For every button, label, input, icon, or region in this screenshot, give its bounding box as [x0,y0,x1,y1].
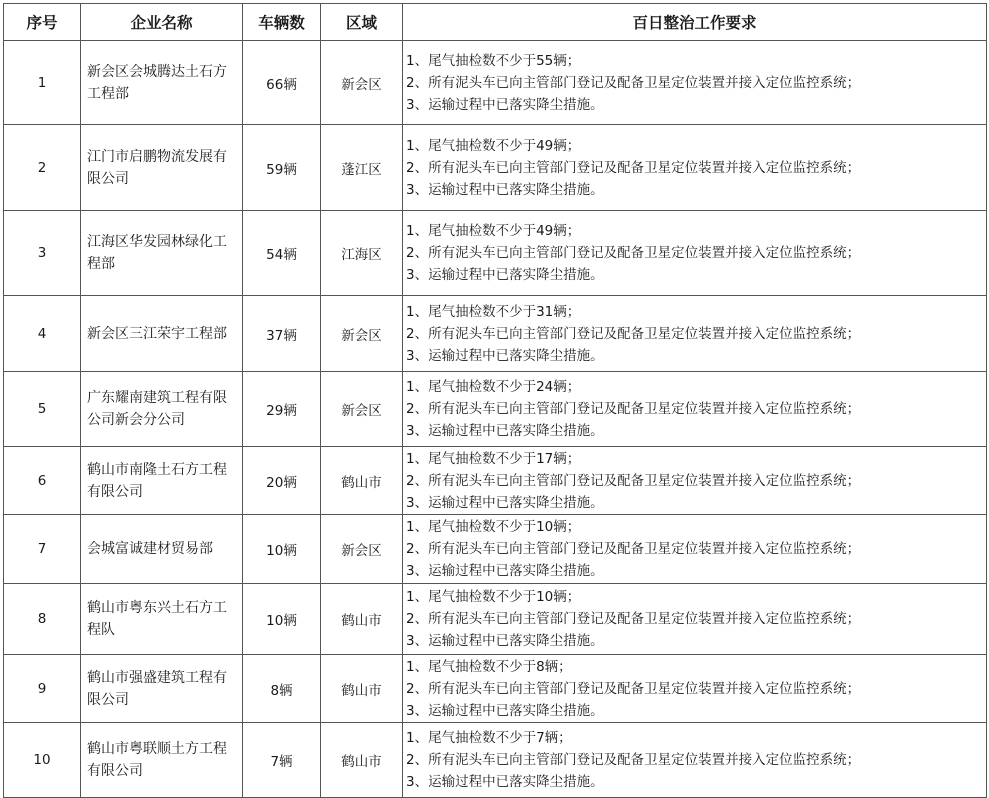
header-row [4,4,987,41]
row-region: 新会区 [321,515,403,584]
row-seq: 3 [4,211,81,296]
table-row [4,515,987,584]
requirement-line: 1、尾气抽检数不少于49辆； [406,137,581,154]
requirement-line: 3、运输过程中已落实降尘措施。 [406,494,604,511]
requirement-line: 3、运输过程中已落实降尘措施。 [406,633,604,649]
row-vehicles: 10辆 [243,584,321,655]
requirement-line: 2、所有泥头车已向主管部门登记及配备卫星定位装置并接入定位监控系统； [406,325,861,342]
requirement-line: 3、运输过程中已落实降尘措施。 [406,181,604,198]
requirement-line: 3、运输过程中已落实降尘措施。 [406,563,604,579]
row-region: 新会区 [321,41,403,125]
row-requirements [403,584,987,655]
row-region: 鹤山市 [321,447,403,515]
header-company: 企业名称 [81,4,243,41]
requirement-line: 1、尾气抽检数不少于8辆； [406,658,572,675]
rectification-table [3,3,987,798]
row-seq: 1 [4,41,81,125]
row-seq: 6 [4,447,81,515]
requirement-line: 3、运输过程中已落实降尘措施。 [406,774,604,790]
row-seq: 4 [4,296,81,372]
requirement-line: 1、尾气抽检数不少于10辆； [406,519,581,535]
requirement-line: 2、所有泥头车已向主管部门登记及配备卫星定位装置并接入定位监控系统； [406,245,861,261]
row-seq: 7 [4,515,81,584]
row-seq: 10 [4,723,81,798]
row-region: 江海区 [321,211,403,296]
row-seq: 5 [4,372,81,447]
table-row [4,372,987,447]
requirement-line: 3、运输过程中已落实降尘措施。 [406,423,604,439]
requirement-line: 1、尾气抽检数不少于31辆； [406,303,581,320]
requirement-line: 2、所有泥头车已向主管部门登记及配备卫星定位装置并接入定位监控系统； [406,680,861,697]
table-row [4,296,987,372]
requirement-line: 3、运输过程中已落实降尘措施。 [406,347,604,364]
requirement-line: 2、所有泥头车已向主管部门登记及配备卫星定位装置并接入定位监控系统； [406,541,861,557]
row-requirements [403,211,987,296]
row-company: 鹤山市强盛建筑工程有限公司 [81,655,243,723]
row-vehicles: 7辆 [243,723,321,798]
requirement-line: 3、运输过程中已落实降尘措施。 [406,702,604,719]
row-company: 鹤山市粤联顺土方工程有限公司 [81,723,243,798]
row-company: 会城富诚建材贸易部 [81,515,243,584]
row-company: 江门市启鹏物流发展有限公司 [81,125,243,211]
row-vehicles: 37辆 [243,296,321,372]
row-region: 新会区 [321,372,403,447]
row-vehicles: 59辆 [243,125,321,211]
row-requirements [403,296,987,372]
header-region: 区域 [321,4,403,41]
header-requirements: 百日整治工作要求 [403,4,987,41]
header-seq: 序号 [4,4,81,41]
row-region: 鹤山市 [321,655,403,723]
requirement-line: 1、尾气抽检数不少于24辆； [406,379,581,395]
table-row [4,655,987,723]
table-row [4,584,987,655]
row-vehicles: 29辆 [243,372,321,447]
requirement-line: 3、运输过程中已落实降尘措施。 [406,267,604,283]
requirement-line: 2、所有泥头车已向主管部门登记及配备卫星定位装置并接入定位监控系统； [406,472,861,489]
row-company: 新会区会城腾达土石方工程部 [81,41,243,125]
requirement-line: 1、尾气抽检数不少于17辆； [406,450,581,467]
row-region: 新会区 [321,296,403,372]
row-requirements [403,125,987,211]
row-requirements [403,41,987,125]
requirement-line: 1、尾气抽检数不少于10辆； [406,589,581,605]
row-region: 鹤山市 [321,723,403,798]
table-row [4,125,987,211]
row-company: 广东耀南建筑工程有限公司新会分公司 [81,372,243,447]
row-company: 江海区华发园林绿化工程部 [81,211,243,296]
table-row [4,447,987,515]
requirement-line: 2、所有泥头车已向主管部门登记及配备卫星定位装置并接入定位监控系统； [406,752,861,768]
row-requirements [403,447,987,515]
row-company: 鹤山市南隆土石方工程有限公司 [81,447,243,515]
row-vehicles: 10辆 [243,515,321,584]
table-row [4,211,987,296]
requirement-line: 1、尾气抽检数不少于55辆； [406,52,581,69]
row-vehicles: 20辆 [243,447,321,515]
row-seq: 2 [4,125,81,211]
requirement-line: 2、所有泥头车已向主管部门登记及配备卫星定位装置并接入定位监控系统； [406,611,861,627]
row-vehicles: 66辆 [243,41,321,125]
row-region: 鹤山市 [321,584,403,655]
table-row [4,41,987,125]
requirement-line: 1、尾气抽检数不少于7辆； [406,730,572,746]
requirement-line: 2、所有泥头车已向主管部门登记及配备卫星定位装置并接入定位监控系统； [406,159,861,176]
row-seq: 9 [4,655,81,723]
row-requirements [403,723,987,798]
row-company: 新会区三江荣宇工程部 [81,296,243,372]
header-vehicles: 车辆数 [243,4,321,41]
row-requirements [403,515,987,584]
row-company: 鹤山市粤东兴土石方工程队 [81,584,243,655]
row-vehicles: 8辆 [243,655,321,723]
requirement-line: 3、运输过程中已落实降尘措施。 [406,96,604,113]
row-region: 蓬江区 [321,125,403,211]
row-requirements [403,372,987,447]
table-body [4,41,987,798]
requirement-line: 2、所有泥头车已向主管部门登记及配备卫星定位装置并接入定位监控系统； [406,74,861,91]
table-row [4,723,987,798]
row-seq: 8 [4,584,81,655]
row-vehicles: 54辆 [243,211,321,296]
row-requirements [403,655,987,723]
requirement-line: 1、尾气抽检数不少于49辆； [406,223,581,239]
requirement-line: 2、所有泥头车已向主管部门登记及配备卫星定位装置并接入定位监控系统； [406,401,861,417]
